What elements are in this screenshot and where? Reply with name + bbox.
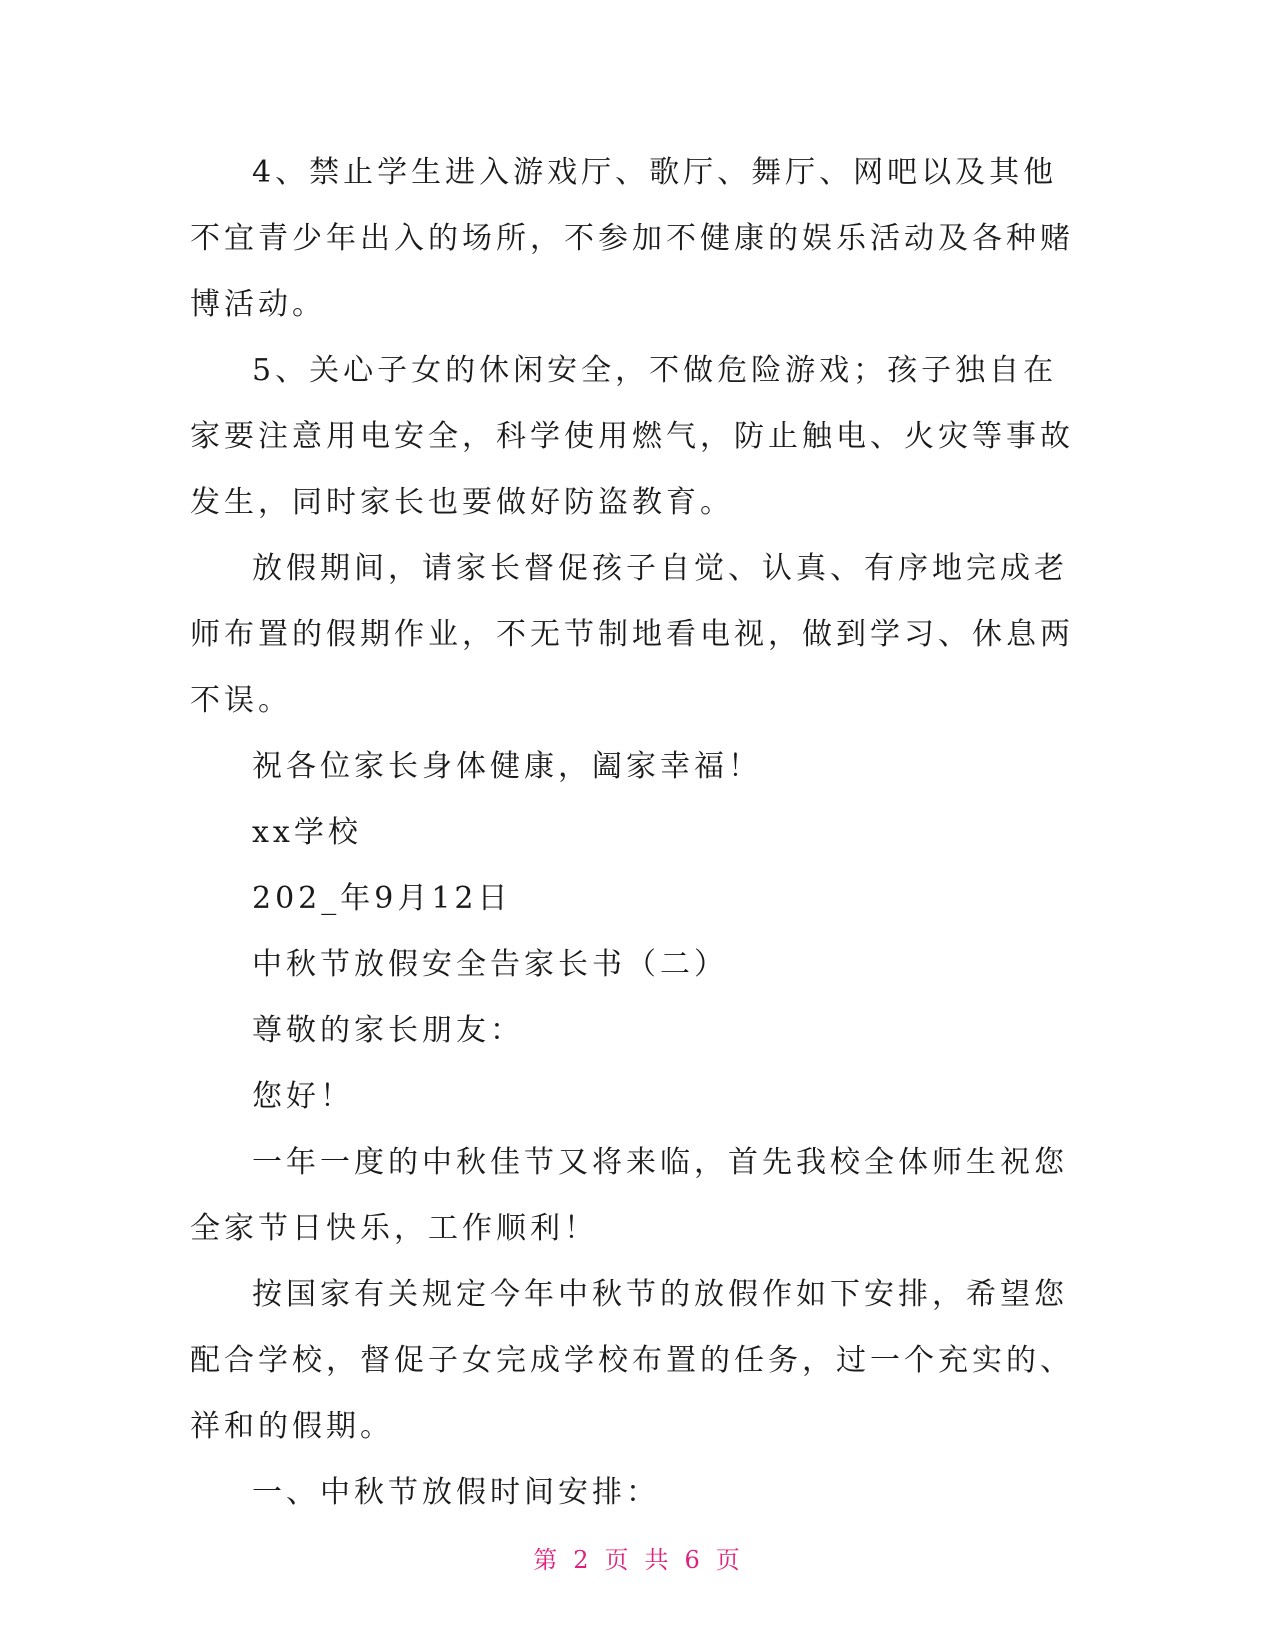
- paragraph-item-5: 5、关心子女的休闲安全，不做危险游戏；孩子独自在家要注意用电安全，科学使用燃气，防止触电、火灾等事故发生，同时家长也要做好防盗教育。: [190, 353, 1074, 520]
- heading-holiday-schedule: 一、中秋节放假时间安排：: [252, 1475, 660, 1510]
- footer-prefix: 第: [533, 1546, 560, 1574]
- footer-total-pages: 6: [684, 1546, 702, 1574]
- greeting: 您好！: [252, 1079, 354, 1114]
- document-body: [190, 140, 1090, 1526]
- paragraph-holiday-homework: 放假期间，请家长督促孩子自觉、认真、有序地完成老师布置的假期作业，不无节制地看电视，做到学习、休息两不误。: [190, 551, 1074, 718]
- page-number-footer: [0, 1540, 1275, 1575]
- paragraph-arrangement: 按国家有关规定今年中秋节的放假作如下安排，希望您配合学校，督促子女完成学校布置的任务，过一个充实的、祥和的假期。: [190, 1277, 1074, 1444]
- signature-school: xx学校: [252, 815, 362, 850]
- section-title: 中秋节放假安全告家长书（二）: [252, 947, 728, 982]
- paragraph-wishes: 祝各位家长身体健康，阖家幸福！: [252, 749, 762, 784]
- footer-page-label: 页: [604, 1546, 631, 1574]
- salutation: 尊敬的家长朋友：: [252, 1013, 524, 1048]
- paragraph-item-4: 4、禁止学生进入游戏厅、歌厅、舞厅、网吧以及其他不宜青少年出入的场所，不参加不健康的娱乐活动及各种赌博活动。: [190, 155, 1074, 322]
- footer-page-end-label: 页: [715, 1546, 742, 1574]
- signature-date: 202_年9月12日: [252, 881, 512, 916]
- footer-total-label: 共: [644, 1546, 671, 1574]
- footer-current-page: 2: [573, 1546, 591, 1574]
- paragraph-festival-wishes: 一年一度的中秋佳节又将来临，首先我校全体师生祝您全家节日快乐，工作顺利！: [190, 1145, 1068, 1246]
